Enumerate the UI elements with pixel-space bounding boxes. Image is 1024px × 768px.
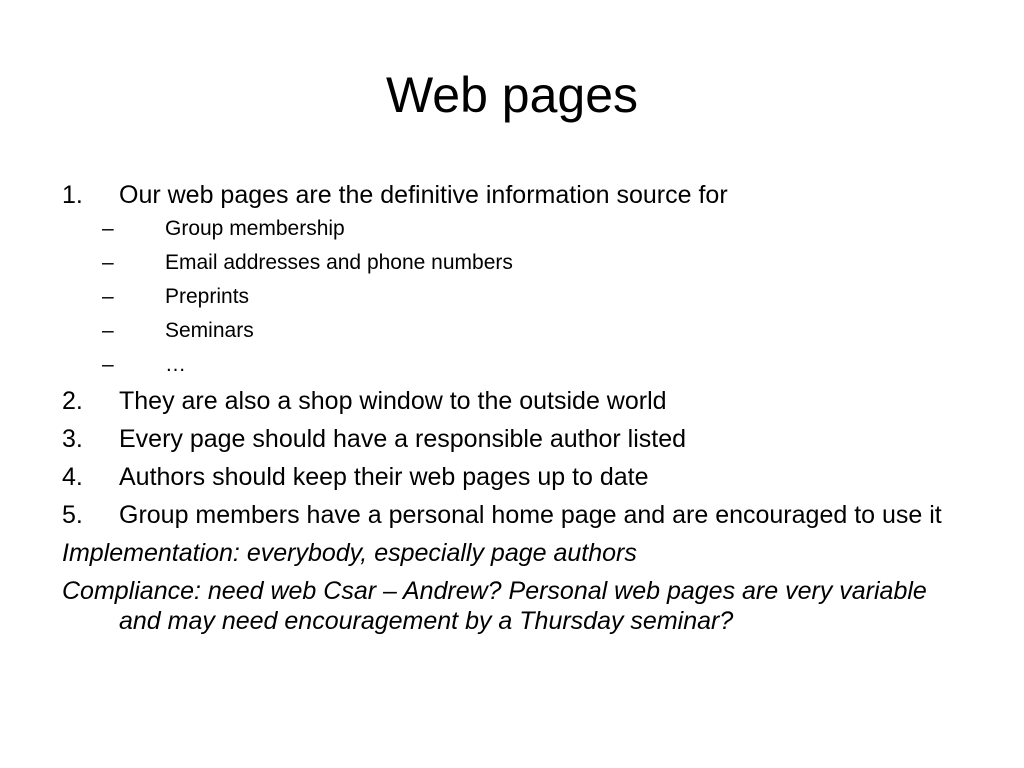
sub-list — [62, 216, 962, 378]
item-text: Our web pages are the definitive information source for — [119, 181, 728, 209]
item-number: 1. — [62, 181, 83, 209]
slide-title: Web pages — [385, 67, 639, 123]
implementation-note: Implementation: everybody, especially page authors — [62, 539, 637, 567]
item-text: Group members have a personal home page and are encouraged to use it — [119, 501, 942, 529]
dash-marker: – — [102, 217, 114, 240]
sub-item-text: Preprints — [165, 285, 250, 308]
sub-item-text: Group membership — [165, 217, 345, 240]
list-item-3 — [62, 424, 962, 454]
sub-item-ellipsis — [62, 352, 962, 378]
sub-item-group-membership — [62, 216, 962, 242]
item-text: They are also a shop window to the outside world — [119, 387, 667, 415]
list-item-2 — [62, 386, 962, 416]
item-text: Every page should have a responsible author listed — [119, 425, 687, 453]
item-number: 3. — [62, 425, 83, 453]
sub-item-email — [62, 250, 962, 276]
list-item-1 — [62, 180, 962, 210]
item-number: 4. — [62, 463, 83, 491]
compliance-note: Compliance: need web Csar – Andrew? Personal web pages are very variable and may need encouragement by a Thursday seminar? — [62, 577, 927, 635]
list-item-5 — [62, 500, 962, 530]
dash-marker: – — [102, 285, 114, 308]
dash-marker: – — [102, 319, 114, 342]
sub-item-text: … — [165, 353, 186, 376]
item-number: 2. — [62, 387, 83, 415]
list-item-4 — [62, 462, 962, 492]
item-text: Authors should keep their web pages up to date — [119, 463, 649, 491]
dash-marker: – — [102, 251, 114, 274]
item-number: 5. — [62, 501, 83, 529]
sub-item-seminars — [62, 318, 962, 344]
sub-item-text: Email addresses and phone numbers — [165, 251, 513, 274]
slide-body — [62, 180, 962, 644]
sub-item-text: Seminars — [165, 319, 254, 342]
dash-marker: – — [102, 353, 114, 376]
sub-item-preprints — [62, 284, 962, 310]
